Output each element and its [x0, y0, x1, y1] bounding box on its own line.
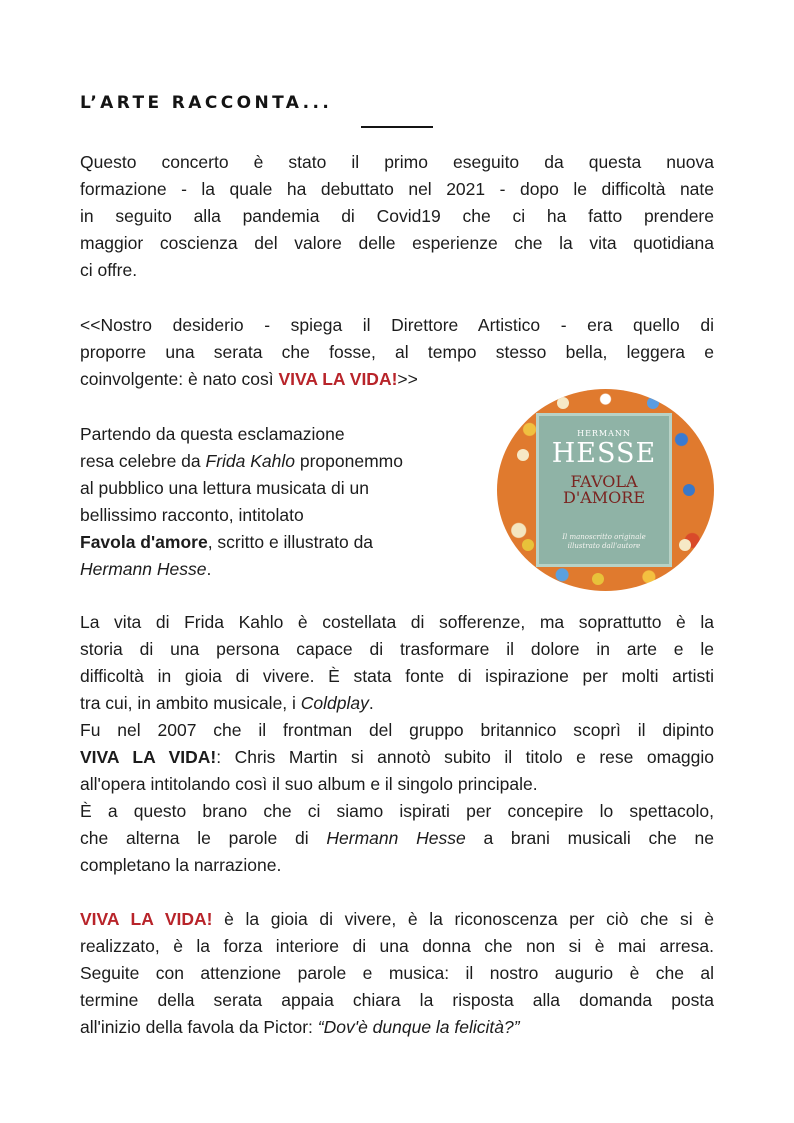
- text-segment: , scritto e illustrato da: [207, 532, 374, 552]
- mosaic-dot: [647, 397, 659, 409]
- text-line: Seguite con attenzione parole e musica: il nostro augurio è che al: [80, 963, 714, 983]
- mosaic-dot: [592, 573, 604, 585]
- text-line: difficoltà in gioia di vivere. È stata fonte di ispirazione per molti artisti: [80, 666, 714, 686]
- book-cover-image: [497, 389, 714, 591]
- paragraph-quote: [80, 312, 714, 393]
- text-segment: .: [206, 559, 212, 579]
- text-segment: tra cui, in ambito musicale, i: [80, 693, 301, 713]
- mosaic-dot: [517, 449, 529, 461]
- cover-subtitle-line: Il manoscritto originale: [562, 533, 646, 541]
- text-line: maggior coscienza del valore delle esperienze che la vita quotidiana: [80, 233, 714, 253]
- text-segment: a brani musicali che ne: [465, 828, 714, 848]
- text-line: Questo concerto è stato il primo eseguito da questa nuova: [80, 152, 714, 172]
- paragraph-closing: [80, 906, 714, 1041]
- paragraph-intro: [80, 149, 714, 284]
- cover-author-first: HERMANN: [577, 429, 631, 438]
- text-line: formazione - la quale ha debuttato nel 2021 - dopo le difficoltà nate: [80, 179, 714, 199]
- italic-coldplay: Coldplay: [300, 693, 369, 713]
- text-segment: >>: [397, 369, 418, 389]
- text-line: [80, 448, 480, 475]
- paragraph-favola: [80, 421, 480, 583]
- title-underline: [361, 126, 433, 128]
- text-segment: resa celebre da: [80, 451, 206, 471]
- text-segment: coinvolgente: è nato così: [80, 369, 279, 389]
- text-line: <<Nostro desiderio - spiega il Direttore Artistico - era quello di: [80, 315, 714, 335]
- text-segment: all'inizio della favola da Pictor:: [80, 1017, 318, 1037]
- bold-favola-damore: Favola d'amore: [80, 532, 208, 552]
- mosaic-dot: [522, 539, 534, 551]
- italic-hermann-hesse: Hermann Hesse: [80, 559, 207, 579]
- text-line: bellissimo racconto, intitolato: [80, 505, 304, 525]
- highlight-viva-la-vida: VIVA LA VIDA!: [80, 909, 213, 929]
- cover-title-line: FAVOLA: [570, 472, 638, 491]
- page-title: L’ARTE RACCONTA...: [80, 93, 333, 113]
- text-line: È a questo brano che ci siamo ispirati per concepire lo spettacolo,: [80, 801, 714, 821]
- mosaic-dot: [679, 539, 691, 551]
- text-line: Partendo da questa esclamazione: [80, 424, 345, 444]
- text-line: [80, 825, 714, 852]
- text-line: realizzato, è la forza interiore di una donna che non si è mai arresa.: [80, 936, 714, 956]
- text-segment: proponemmo: [295, 451, 403, 471]
- mosaic-dot: [683, 484, 695, 496]
- cover-title-panel: [539, 416, 669, 564]
- bold-viva-la-vida: VIVA LA VIDA!: [80, 747, 217, 767]
- text-line: completano la narrazione.: [80, 855, 282, 875]
- text-segment: è la gioia di vivere, è la riconoscenza per ciò che si è: [212, 909, 715, 929]
- cover-author-last: HESSE: [551, 438, 657, 469]
- text-line: [80, 906, 714, 933]
- text-line: La vita di Frida Kahlo è costellata di sofferenze, ma soprattutto è la: [80, 612, 714, 632]
- text-line: storia di una persona capace di trasformare il dolore in arte e le: [80, 639, 714, 659]
- cover-subtitle-line: illustrato dall'autore: [567, 542, 641, 550]
- text-line: proporre una serata che fosse, al tempo stesso bella, leggera e: [80, 342, 714, 362]
- text-line: in seguito alla pandemia di Covid19 che ci ha fatto prendere: [80, 206, 714, 226]
- italic-hermann-hesse: Hermann Hesse: [326, 828, 466, 848]
- italic-frida-kahlo: Frida Kahlo: [205, 451, 295, 471]
- cover-subtitle: [539, 533, 669, 551]
- cover-title-line: D'AMORE: [562, 488, 645, 507]
- text-line: [80, 744, 714, 771]
- text-segment: che alterna le parole di: [80, 828, 327, 848]
- italic-question: “Dov'è dunque la felicità?”: [317, 1017, 520, 1037]
- text-line: [80, 529, 480, 556]
- text-line: [80, 1014, 714, 1041]
- text-line: Fu nel 2007 che il frontman del gruppo britannico scoprì il dipinto: [80, 720, 714, 740]
- text-line: ci offre.: [80, 260, 138, 280]
- cover-title: [539, 474, 669, 506]
- text-line: al pubblico una lettura musicata di un: [80, 478, 369, 498]
- text-line: [80, 556, 480, 583]
- mosaic-dot: [557, 397, 569, 409]
- text-line: all'opera intitolando così il suo album e il singolo principale.: [80, 774, 538, 794]
- text-line: [80, 690, 714, 717]
- paragraph-frida: [80, 609, 714, 879]
- text-segment: : Chris Martin si annotò subito il titolo e rese omaggio: [216, 747, 715, 767]
- text-segment: .: [368, 693, 374, 713]
- text-line: termine della serata appaia chiara la risposta alla domanda posta: [80, 990, 714, 1010]
- highlight-viva-la-vida: VIVA LA VIDA!: [278, 369, 398, 389]
